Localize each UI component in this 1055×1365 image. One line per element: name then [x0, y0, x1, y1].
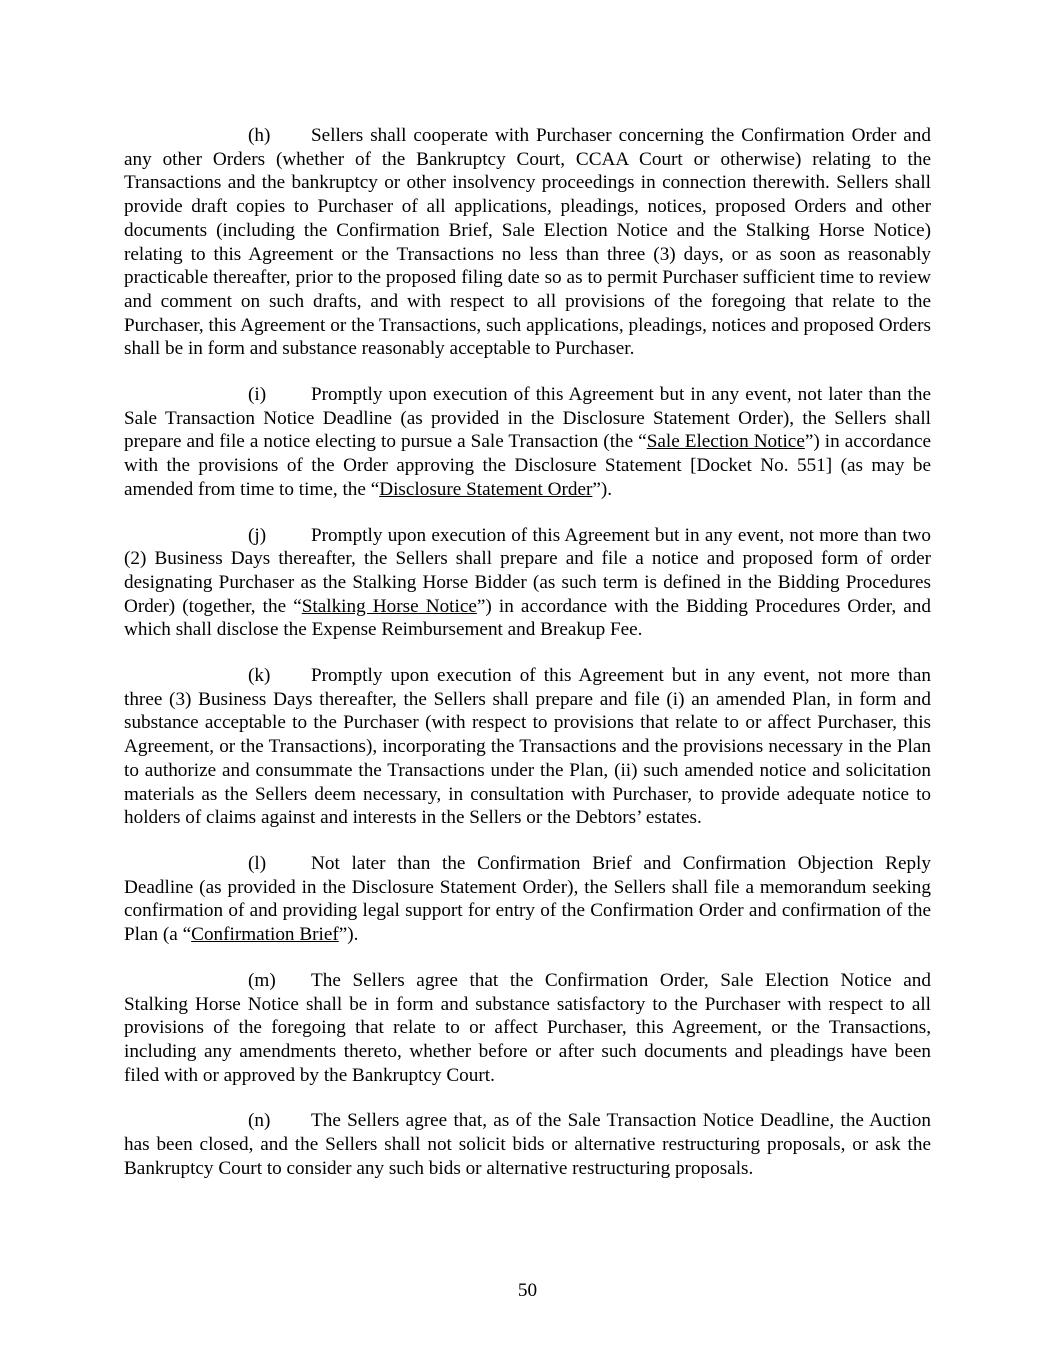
paragraph-text: Sellers shall cooperate with Purchaser concerning the Confirmation Order and any other Orders (whether of the Bankruptcy Court, CCAA Court or otherwise) relating to the Transactions and the bankruptcy or other insolvency proceedings in connection therewith. Sellers shall provide draft copies to Purchaser of all applications, pleadings, notices, proposed Orders and other documents (including the Confirmation Brief, Sale Election Notice and the Stalking Horse Notice) relating to this Agreement or the Transactions no less than three (3) days, or as soon as reasonably practicable thereafter, prior to the proposed filing date so as to permit Purchaser sufficient time to review and comment on such drafts, and with respect to all provisions of the foregoing that relate to the Purchaser, this Agreement or the Transactions, such applications, pleadings, notices and proposed Orders shall be in form and substance reasonably acceptable to Purchaser.	[124, 125, 931, 360]
paragraph-text: ”).	[592, 478, 613, 500]
paragraph-text: The Sellers agree that the Confirmation Order, Sale Election Notice and Stalking Horse Notice shall be in form and substance satisfactory to the Purchaser with respect to all provisions of the foregoing that relate to or affect Purchaser, this Agreement, or the Transactions, including any amendments thereto, whether before or after such documents and pleadings have been filed with or approved by the Bankruptcy Court.	[124, 969, 931, 1086]
paragraph-text: Promptly upon execution of this Agreement but in any event, not more than two (2) Business Days thereafter, the Sellers shall prepare and file a notice and proposed form of order designating Purchaser as the Stalking Horse Bidder (as such term is defined in the Bidding Procedures Order) (together, the “	[124, 524, 931, 617]
paragraph-label: (m)	[248, 969, 276, 991]
paragraph-l	[124, 852, 931, 947]
paragraph-n	[124, 1109, 931, 1180]
paragraph-m	[124, 969, 931, 1088]
paragraph-k	[124, 664, 931, 830]
paragraph-h	[124, 124, 931, 361]
document-body	[124, 124, 931, 1202]
defined-term: Disclosure Statement Order	[379, 478, 593, 500]
paragraph-j	[124, 524, 931, 643]
paragraph-text: ”).	[338, 924, 359, 946]
page-number: 50	[517, 1280, 538, 1301]
defined-term: Sale Election Notice	[646, 431, 805, 453]
defined-term: Confirmation Brief	[191, 924, 339, 946]
paragraph-text: Not later than the Confirmation Brief and Confirmation Objection Reply Deadline (as provided in the Disclosure Statement Order), the Sellers shall file a memorandum seeking confirmation of and providing legal support for entry of the Confirmation Order and confirmation of the Plan (a “	[124, 852, 931, 946]
paragraph-label: (n)	[248, 1110, 271, 1132]
paragraph-label: (i)	[248, 384, 267, 406]
paragraph-i	[124, 383, 931, 502]
paragraph-text: ”) in accordance with the provisions of the Order approving the Disclosure Statement [Docket No. 551] (as may be amended from time to time, the “	[124, 431, 931, 500]
paragraph-text: ”) in accordance with the Bidding Procedures Order, and which shall disclose the Expense Reimbursement and Breakup Fee.	[124, 595, 931, 641]
paragraph-label: (h)	[248, 125, 271, 146]
paragraph-label: (k)	[248, 665, 271, 687]
paragraph-text: Promptly upon execution of this Agreement but in any event, not later than the Sale Transaction Notice Deadline (as provided in the Disclosure Statement Order), the Sellers shall prepare and file a notice electing to pursue a Sale Transaction (the “	[124, 384, 931, 453]
defined-term: Stalking Horse Notice	[301, 595, 477, 617]
paragraph-label: (l)	[248, 852, 267, 874]
paragraph-text: Promptly upon execution of this Agreement but in any event, not more than three (3) Business Days thereafter, the Sellers shall prepare and file (i) an amended Plan, in form and substance acceptable to the Purchaser (with respect to provisions that relate to or affect Purchaser, this Agreement, or the Transactions), incorporating the Transactions and the provisions necessary in the Plan to authorize and consummate the Transactions under the Plan, (ii) such amended notice and solicitation materials as the Sellers deem necessary, in consultation with Purchaser, to provide adequate notice to holders of claims against and interests in the Sellers or the Debtors’ estates.	[124, 665, 931, 829]
paragraph-text: The Sellers agree that, as of the Sale Transaction Notice Deadline, the Auction has been closed, and the Sellers shall not solicit bids or alternative restructuring proposals, or ask the Bankruptcy Court to consider any such bids or alternative restructuring proposals.	[124, 1110, 931, 1179]
paragraph-label: (j)	[248, 524, 267, 546]
